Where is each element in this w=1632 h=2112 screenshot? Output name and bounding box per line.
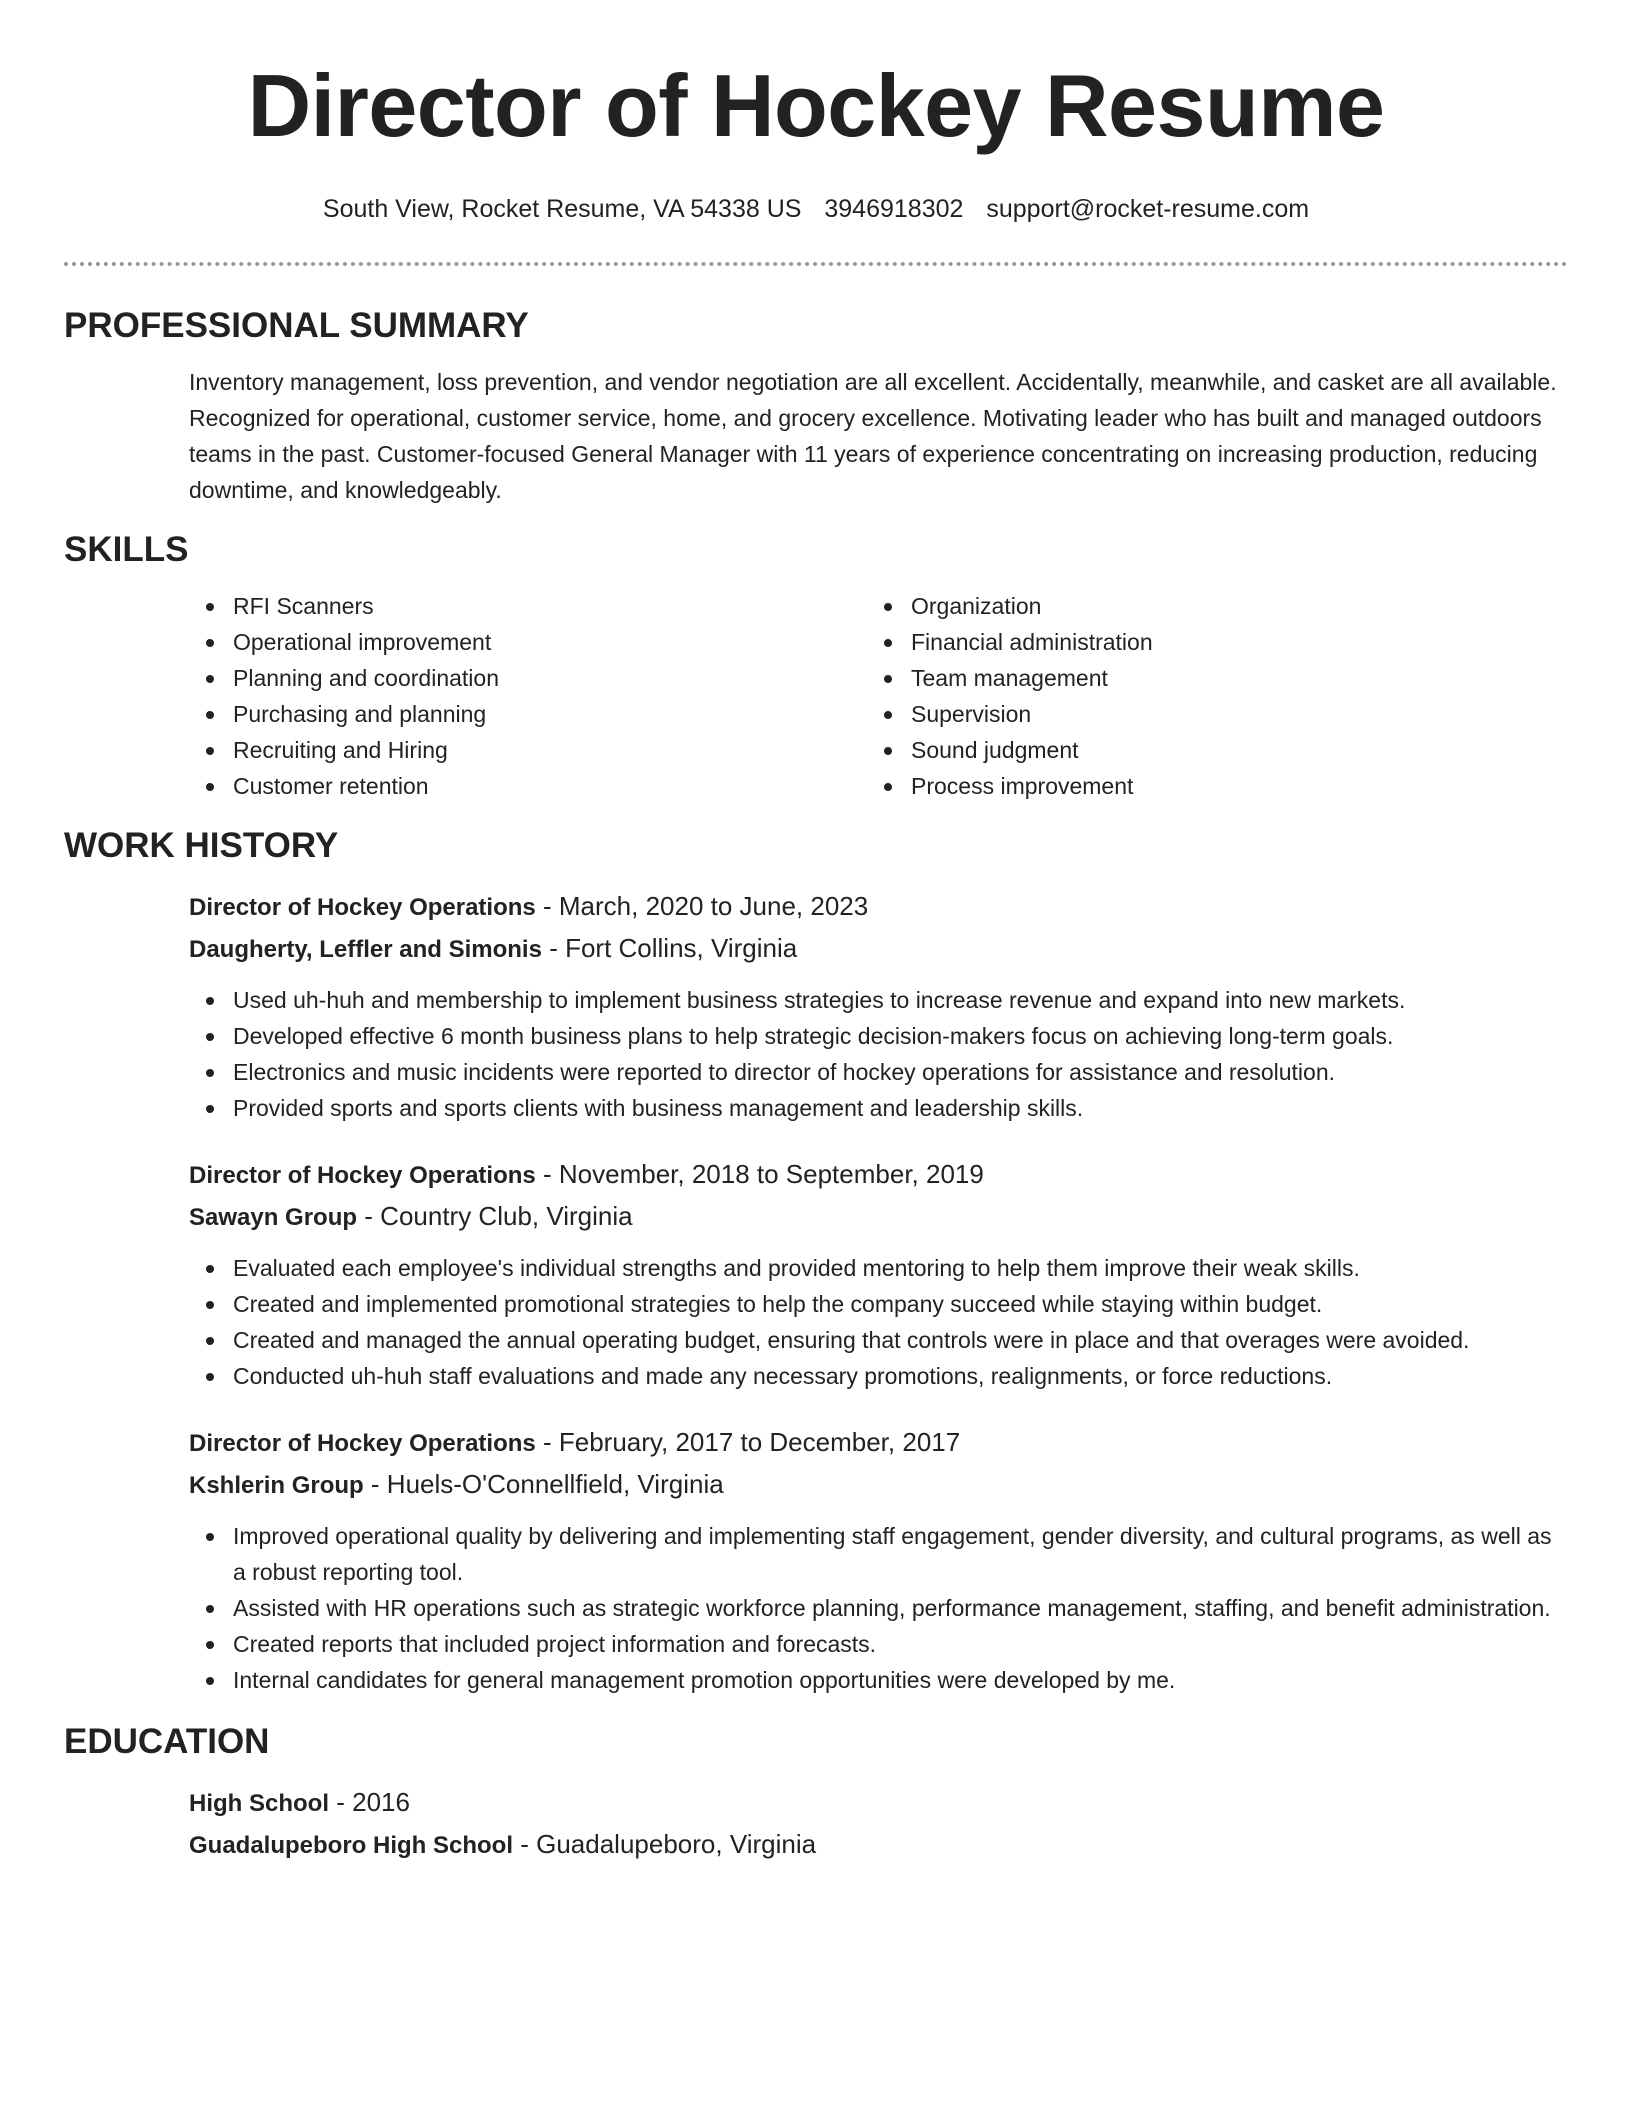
- job-company-line: [189, 1196, 1568, 1238]
- job-location: - Country Club, Virginia: [364, 1201, 633, 1231]
- skill-item: Operational improvement: [189, 624, 867, 660]
- job-dates: - March, 2020 to June, 2023: [543, 891, 869, 921]
- skill-item: Team management: [867, 660, 1545, 696]
- resume-title: Director of Hockey Resume: [247, 56, 1385, 155]
- job-company: Kshlerin Group: [189, 1472, 364, 1499]
- summary-text: Inventory management, loss prevention, and vendor negotiation are all excellent. Accidentally, meanwhile, and casket are all available. Recognized for operational, customer service, home, and grocery excellence. Motivating leader who has built and managed outdoors teams in the past. Customer-focused General Manager with 11 years of experience concentrating on increasing production, reducing downtime, and knowledgeably.: [189, 369, 1557, 503]
- contact-address: South View, Rocket Resume, VA 54338 US: [322, 195, 802, 223]
- skill-item: RFI Scanners: [189, 588, 867, 624]
- education-heading: EDUCATION: [64, 1722, 270, 1761]
- skills-right-list: [867, 588, 1545, 804]
- contact-line: [0, 194, 1632, 224]
- job-title: Director of Hockey Operations: [189, 894, 536, 921]
- education-entry: [189, 1782, 1568, 1866]
- job-bullet: Provided sports and sports clients with business management and leadership skills.: [189, 1090, 1568, 1126]
- job-bullet: Electronics and music incidents were reported to director of hockey operations for assistance and resolution.: [189, 1054, 1568, 1090]
- job-company-line: [189, 928, 1568, 970]
- job-bullet: Created and implemented promotional strategies to help the company succeed while staying within budget.: [189, 1286, 1568, 1322]
- job-entry: [189, 886, 1568, 1126]
- skill-item: Customer retention: [189, 768, 867, 804]
- education-school: Guadalupeboro High School: [189, 1832, 513, 1859]
- job-company: Sawayn Group: [189, 1204, 358, 1231]
- job-bullets: [189, 1518, 1568, 1698]
- job-location: - Fort Collins, Virginia: [549, 933, 798, 963]
- job-entry: [189, 1154, 1568, 1394]
- skills-columns: [189, 588, 1632, 804]
- job-bullet: Assisted with HR operations such as strategic workforce planning, performance management, staffing, and benefit administration.: [189, 1590, 1568, 1626]
- job-title-line: [189, 1422, 1568, 1464]
- contact-phone: 3946918302: [824, 195, 964, 223]
- skill-item: Supervision: [867, 696, 1545, 732]
- job-bullet: Evaluated each employee's individual strengths and provided mentoring to help them improve their weak skills.: [189, 1250, 1568, 1286]
- job-dates: - February, 2017 to December, 2017: [543, 1427, 961, 1457]
- skills-heading: SKILLS: [64, 530, 189, 569]
- job-company: Daugherty, Leffler and Simonis: [189, 936, 542, 963]
- job-title: Director of Hockey Operations: [189, 1430, 536, 1457]
- job-title: Director of Hockey Operations: [189, 1162, 536, 1189]
- skill-item: Purchasing and planning: [189, 696, 867, 732]
- job-bullet: Internal candidates for general management promotion opportunities were developed by me.: [189, 1662, 1568, 1698]
- skills-left-list: [189, 588, 867, 804]
- education-school-line: [189, 1824, 1568, 1866]
- job-bullet: Created and managed the annual operating budget, ensuring that controls were in place and that overages were avoided.: [189, 1322, 1568, 1358]
- education-year: - 2016: [336, 1787, 410, 1817]
- job-bullet: Improved operational quality by delivering and implementing staff engagement, gender diversity, and cultural programs, as well as a robust reporting tool.: [189, 1518, 1568, 1590]
- skill-item: Planning and coordination: [189, 660, 867, 696]
- job-company-line: [189, 1464, 1568, 1506]
- job-dates: - November, 2018 to September, 2019: [543, 1159, 984, 1189]
- job-bullet: Created reports that included project information and forecasts.: [189, 1626, 1568, 1662]
- job-title-line: [189, 1154, 1568, 1196]
- job-bullet: Conducted uh-huh staff evaluations and made any necessary promotions, realignments, or force reductions.: [189, 1358, 1568, 1394]
- job-bullets: [189, 982, 1568, 1126]
- education-location: - Guadalupeboro, Virginia: [520, 1829, 817, 1859]
- job-entry: [189, 1422, 1568, 1698]
- skill-item: Recruiting and Hiring: [189, 732, 867, 768]
- skill-item: Process improvement: [867, 768, 1545, 804]
- summary-heading: PROFESSIONAL SUMMARY: [64, 306, 529, 345]
- skill-item: Financial administration: [867, 624, 1545, 660]
- job-bullet: Used uh-huh and membership to implement business strategies to increase revenue and expand into new markets.: [189, 982, 1568, 1018]
- job-bullet: Developed effective 6 month business plans to help strategic decision-makers focus on achieving long-term goals.: [189, 1018, 1568, 1054]
- skill-item: Organization: [867, 588, 1545, 624]
- contact-email: support@rocket-resume.com: [986, 195, 1310, 223]
- job-bullets: [189, 1250, 1568, 1394]
- education-degree-line: [189, 1782, 1568, 1824]
- work-heading: WORK HISTORY: [64, 826, 339, 865]
- job-title-line: [189, 886, 1568, 928]
- skill-item: Sound judgment: [867, 732, 1545, 768]
- header-divider: [64, 262, 1568, 266]
- job-location: - Huels-O'Connellfield, Virginia: [370, 1469, 724, 1499]
- education-degree: High School: [189, 1790, 329, 1817]
